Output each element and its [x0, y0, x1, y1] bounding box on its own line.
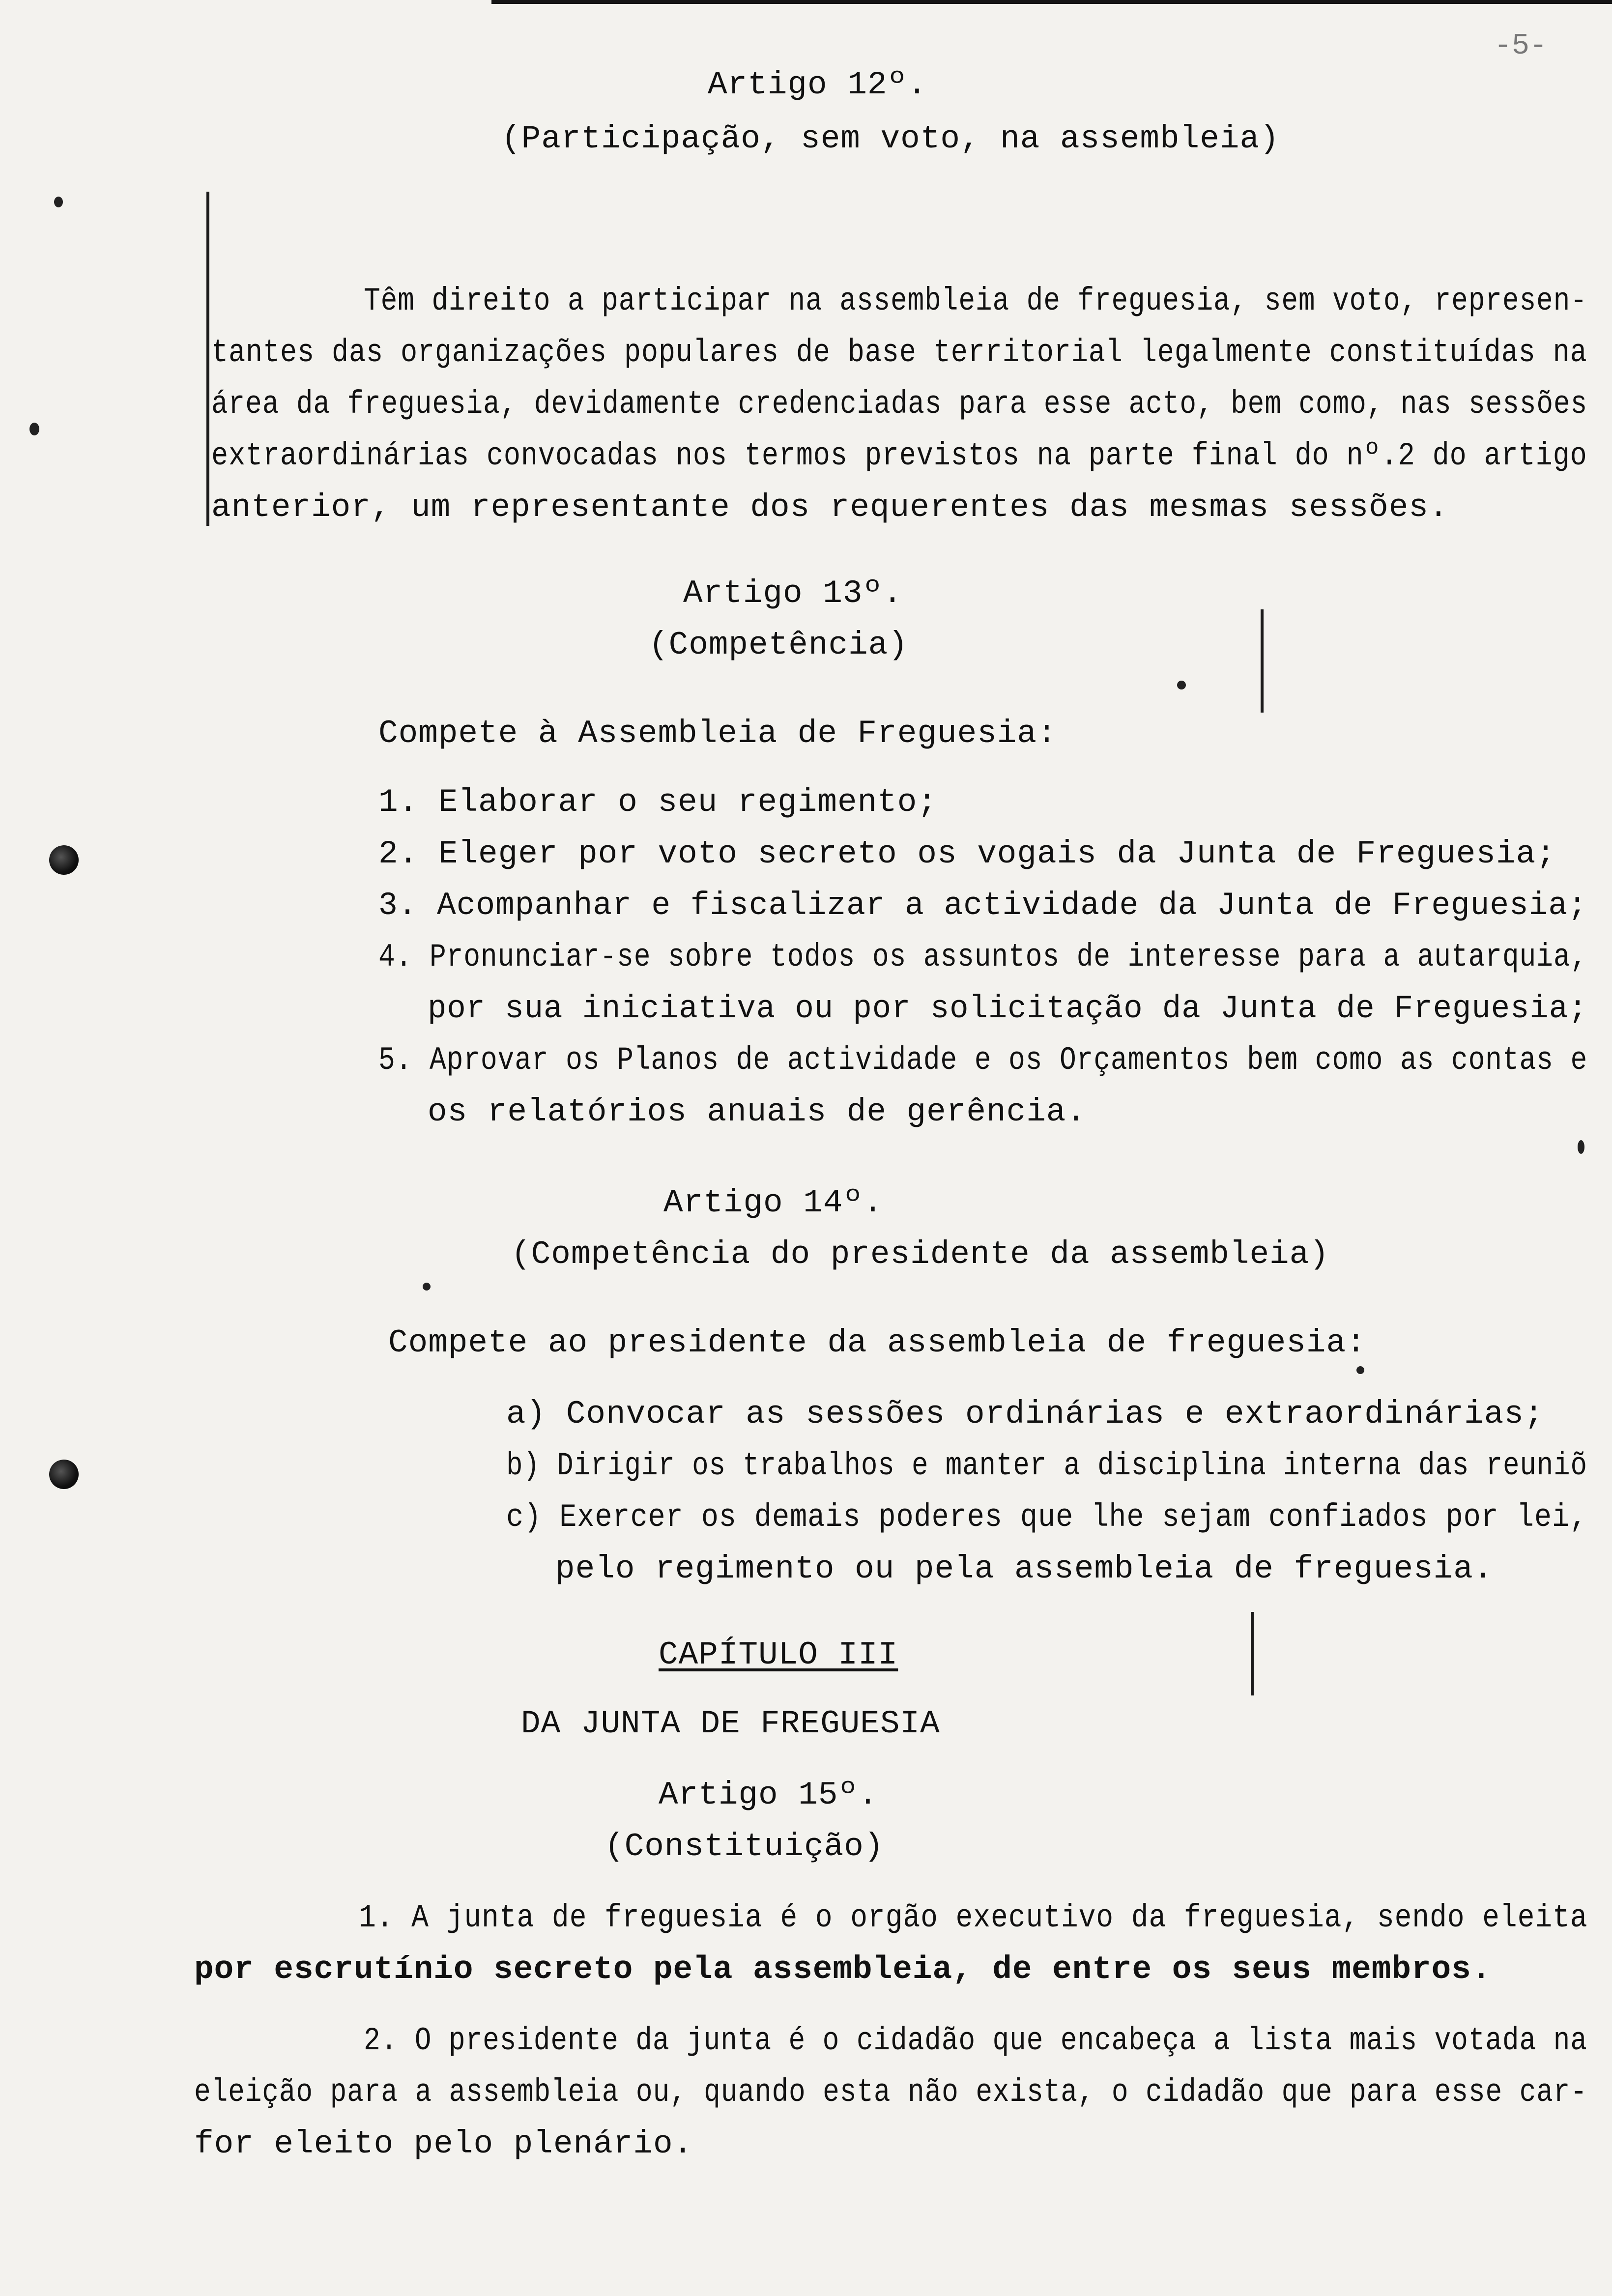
scan-speck	[1578, 1140, 1584, 1154]
article-14-heading: Artigo 14º.	[663, 1184, 883, 1221]
article-12-line-5: anterior, um representante dos requerentes das mesmas sessões.	[211, 489, 1449, 526]
page-number: -5-	[1494, 29, 1548, 63]
chapter-title: DA JUNTA DE FREGUESIA	[521, 1705, 940, 1742]
article-13-item-5: 5. Aprovar os Planos de actividade e os Orçamentos bem como as contas e	[378, 1042, 1588, 1079]
article-13-item-4-cont: por sua iniciativa ou por solicitação da Junta de Freguesia;	[428, 990, 1588, 1027]
article-13-item-4: 4. Pronunciar-se sobre todos os assuntos de interesse para a autarquia,	[378, 939, 1588, 976]
scan-speck	[423, 1283, 431, 1291]
article-12-line-1: Têm direito a participar na assembleia de freguesia, sem voto, represen-	[364, 283, 1587, 319]
article-12-heading: Artigo 12º.	[708, 66, 927, 103]
scan-speck	[54, 197, 63, 207]
binder-hole	[49, 1460, 79, 1489]
article-15-subtitle: (Constituição)	[604, 1828, 884, 1865]
article-14-item-c-cont: pelo regimento ou pela assembleia de freguesia.	[555, 1550, 1494, 1587]
article-13-item-1: 1. Elaborar o seu regimento;	[378, 784, 937, 821]
article-15-line-1: 1. A junta de freguesia é o orgão executivo da freguesia, sendo eleita	[359, 1899, 1588, 1936]
article-12-line-2: tantes das organizações populares de base territorial legalmente constituídas na	[211, 334, 1587, 371]
article-13-item-2: 2. Eleger por voto secreto os vogais da Junta de Freguesia;	[378, 835, 1556, 872]
scan-speck	[1356, 1366, 1364, 1374]
article-14-subtitle: (Competência do presidente da assembleia)	[511, 1236, 1329, 1273]
article-12-line-4: extraordinárias convocadas nos termos previstos na parte final do nº.2 do artigo	[211, 437, 1587, 474]
binder-hole	[49, 845, 79, 875]
article-15-line-2: por escrutínio secreto pela assembleia, de entre os seus membros.	[194, 1951, 1492, 1988]
article-14-intro: Compete ao presidente da assembleia de freguesia:	[388, 1324, 1366, 1361]
article-14-item-c: c) Exercer os demais poderes que lhe sejam confiados por lei,	[506, 1499, 1588, 1536]
scan-speck	[1177, 681, 1186, 689]
article-13-intro: Compete à Assembleia de Freguesia:	[378, 715, 1057, 752]
chapter-label: CAPÍTULO III	[659, 1636, 898, 1673]
article-15-line-3: 2. O presidente da junta é o cidadão que encabeça a lista mais votada na	[364, 2022, 1587, 2059]
top-rule	[491, 0, 1612, 4]
article-13-item-5-cont: os relatórios anuais de gerência.	[428, 1093, 1087, 1130]
article-13-item-3: 3. Acompanhar e fiscalizar a actividade da Junta de Freguesia;	[378, 887, 1587, 924]
article-14-item-b: b) Dirigir os trabalhos e manter a disciplina interna das reuniõ	[506, 1447, 1587, 1484]
article-12-subtitle: (Participação, sem voto, na assembleia)	[501, 120, 1280, 157]
article-12-line-3: área da freguesia, devidamente credenciadas para esse acto, bem como, nas sessões	[211, 386, 1588, 423]
article-15-heading: Artigo 15º.	[659, 1777, 878, 1813]
article-15-line-4: eleição para a assembleia ou, quando esta não exista, o cidadão que para esse car-	[194, 2074, 1587, 2111]
margin-mark	[1251, 1612, 1254, 1695]
scan-speck	[29, 423, 39, 435]
article-13-subtitle: (Competência)	[649, 627, 908, 663]
margin-bracket	[206, 192, 209, 526]
article-15-line-5: for eleito pelo plenário.	[194, 2125, 693, 2162]
article-13-heading: Artigo 13º.	[683, 575, 903, 612]
article-14-item-a: a) Convocar as sessões ordinárias e extraordinárias;	[506, 1396, 1544, 1433]
margin-mark	[1261, 609, 1264, 713]
